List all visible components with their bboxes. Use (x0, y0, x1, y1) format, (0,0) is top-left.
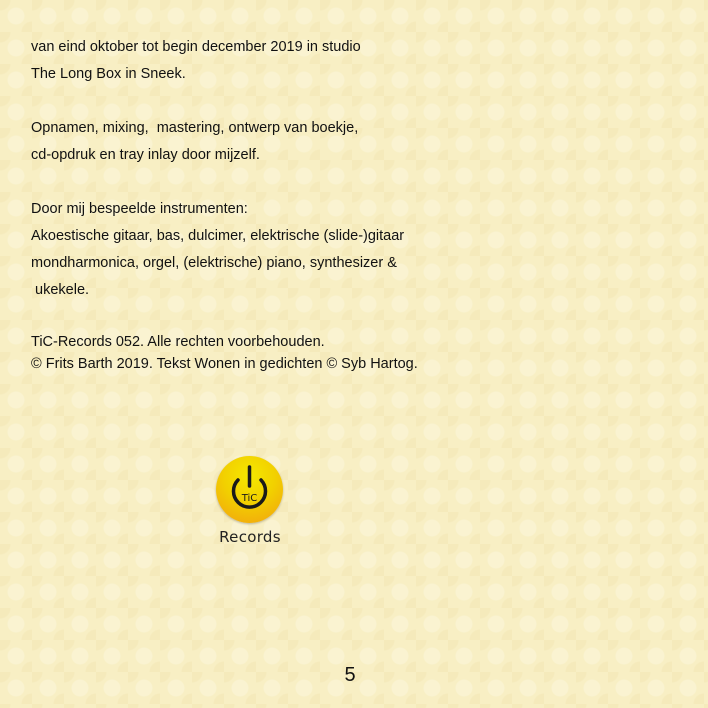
copyright-line-1: TiC-Records 052. Alle rechten voorbehouden. (31, 334, 325, 350)
copyright-paragraph (31, 331, 651, 375)
logo-label: Records (219, 528, 281, 546)
power-button-icon (216, 456, 283, 523)
instruments-line-4: ukekele. (31, 282, 90, 298)
production-line-1: Opnamen, mixing, mastering, ontwerp van boekje, (31, 120, 359, 136)
instruments-line-3: mondharmonica, orgel, (elektrische) piano, synthesizer & (31, 255, 397, 271)
logo-mark-text: TiC (241, 493, 258, 504)
instruments-line-1: Door mij bespeelde instrumenten: (31, 201, 248, 217)
recording-paragraph (31, 34, 651, 88)
page-number (0, 664, 708, 687)
tic-records-logo (210, 454, 290, 554)
production-paragraph (31, 115, 651, 169)
instruments-line-2: Akoestische gitaar, bas, dulcimer, elektrische (slide-)gitaar (31, 228, 405, 244)
instruments-paragraph (31, 196, 651, 304)
recording-line-1: van eind oktober tot begin december 2019 in studio (31, 39, 361, 55)
production-line-2: cd-opdruk en tray inlay door mijzelf. (31, 147, 260, 163)
credits-text (31, 34, 651, 402)
recording-line-2: The Long Box in Sneek. (31, 66, 186, 82)
copyright-line-2: © Frits Barth 2019. Tekst Wonen in gedichten © Syb Hartog. (31, 356, 418, 372)
page-number-value: 5 (344, 664, 356, 686)
